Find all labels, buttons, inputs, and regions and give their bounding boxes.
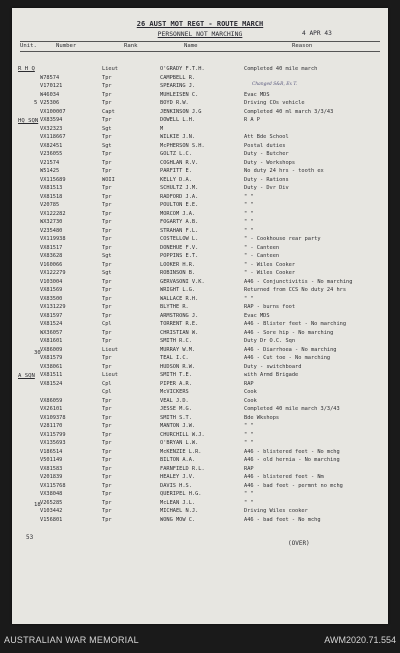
row-number: VX115689 [40,176,66,183]
row-number: VX81524 [40,321,63,327]
row-number: VX118667 [40,134,66,140]
row-rank: Tpr [102,219,112,225]
row-name: O'BRYAN L.W. [160,440,199,446]
row-rank: Tpr [102,151,112,157]
row-rank: Tpr [102,134,112,140]
row-number: VX81518 [40,193,63,200]
column-header-name: Name [184,43,198,49]
row-rank: Lieut [102,372,118,378]
row-name: McPHERSON S.H. [160,142,205,149]
row-reason: " - Cookhouse rear party [244,236,321,242]
row-name: TEAL I.C. [160,355,189,361]
row-rank: Lieut [102,66,118,72]
row-name: GOLTZ L.C. [160,151,192,157]
row-rank: Tpr [102,83,112,89]
row-reason: Evac MDS [244,312,270,319]
side-number: 30 [34,350,41,356]
row-rank: Tpr [102,159,112,166]
row-name: BLYTHE R. [160,304,189,310]
row-name: RADFORD J.A. [160,193,199,200]
row-reason: Duty - Rations [244,176,289,183]
row-rank: Tpr [102,312,112,319]
row-reason: Postal duties [244,142,286,149]
row-number: VX122279 [40,270,66,276]
row-rank: Cpl [102,321,112,327]
row-number: VX32323 [40,125,63,132]
row-reason: " " [244,219,254,225]
row-rank: Tpr [102,431,112,438]
row-name: HUDSON R.W. [160,363,196,370]
row-number: VX119938 [40,236,66,242]
row-name: ARMSTRONG J. [160,312,199,319]
row-rank: Tpr [102,236,112,242]
row-name: POULTON E.E. [160,202,199,208]
row-reason: A46 - blistered feet - Nm [244,474,324,480]
row-reason: " " [244,295,254,302]
row-number: WX36057 [40,329,63,336]
row-number: VX81597 [40,312,63,319]
row-number: V501149 [40,457,63,463]
row-reason: A46 - bad feet - No mchg [244,516,321,523]
row-number: WX32730 [40,219,63,225]
row-reason: Duty - Dvr Div [244,185,289,191]
row-number: V20785 [40,202,60,208]
row-reason: A46 - Cut toe - No marching [244,355,331,361]
row-reason: " " [244,440,254,446]
row-rank: Tpr [102,193,112,200]
row-rank: Tpr [102,457,112,463]
column-header-rank: Rank [124,43,138,49]
row-number: VX81511 [40,372,63,378]
document-subtitle: PERSONNEL NOT MARCHING [157,30,243,38]
row-name: BILTON A.A. [160,457,196,463]
row-name: GERVASONI V.K. [160,278,205,285]
row-reason: Driving Wiles cooker [244,508,308,514]
column-header-unit: Unit. [20,43,37,49]
row-name: SPEARING J. [160,83,196,89]
row-rank: Tpr [102,499,112,506]
row-name: O'GRADY F.T.H. [160,66,205,72]
row-reason: A46 - blistered feet - No mchg [244,448,340,455]
row-number: V236055 [40,151,63,157]
row-rank: Tpr [102,74,112,81]
row-rank: Tpr [102,338,112,344]
row-rank: Sgt [102,253,112,259]
handwritten-note: Changed S&R, Ex T. [252,82,298,87]
row-reason: " - Canteen [244,244,280,251]
row-number: VX135693 [40,440,66,446]
row-name: SMITH T.E. [160,372,192,378]
row-reason: RAP [244,465,254,472]
row-number: VX83594 [40,117,63,123]
row-reason: " " [244,491,254,497]
row-rank: Tpr [102,465,112,472]
section-label: HQ SQN [18,118,39,124]
row-name: WALLACE R.H. [160,295,199,302]
row-number: W78574 [40,74,60,81]
document-date: 4 APR 43 [302,30,332,37]
row-reason: A46 - bad feet - permnt no mchg [244,482,343,489]
row-number: VX81579 [40,355,63,361]
row-number: VX81513 [40,185,63,191]
row-name: CAMPBELL R. [160,74,196,81]
row-reason: Duty - Butcher [244,151,289,157]
row-name: CHRISTIAN W. [160,329,199,336]
row-name: PARFITT E. [160,168,192,174]
row-reason: with Armd Brigade [244,372,299,378]
row-number: VX100007 [40,108,66,115]
row-name: QUERIPEL H.G. [160,491,202,497]
row-rank: Tpr [102,516,112,523]
row-number: VX115768 [40,482,66,489]
row-rank: Capt [102,108,115,115]
row-number: VX109378 [40,414,66,421]
row-number: V186514 [40,448,63,455]
row-rank: Tpr [102,363,112,370]
row-rank: Tpr [102,91,112,98]
page-number: 53 [26,534,34,541]
row-number: VX81583 [40,465,63,472]
row-rank: Cpl [102,380,112,387]
row-number: VX86059 [40,397,63,404]
row-rank: Sgt [102,142,112,149]
row-rank: Tpr [102,210,112,217]
row-reason: R A P [244,117,260,123]
row-rank: Tpr [102,287,112,293]
header-bottom-rule [20,51,380,52]
row-name: McVICKERS [160,389,189,395]
row-name: POPPINS E.T. [160,253,199,259]
row-number: V103004 [40,278,63,285]
row-number: V201839 [40,474,63,480]
row-reason: " " [244,210,254,217]
row-rank: Tpr [102,304,112,310]
row-number: VX83628 [40,253,63,259]
row-number: VX81524 [40,380,63,387]
row-reason: Returned from CCS No duty 24 hrs [244,287,347,293]
section-label: A SQN [18,373,35,379]
row-number: VX115799 [40,431,66,438]
row-number: V21574 [40,159,60,166]
column-header-number: Number [56,43,77,49]
row-reason: " - Canteen [244,253,280,259]
document-title: 26 AUST MOT REGT - ROUTE MARCH [136,20,264,28]
row-rank: Tpr [102,100,112,106]
row-rank: Tpr [102,227,112,234]
row-name: MANTON J.W. [160,423,196,429]
row-name: SMITH R.C. [160,338,192,344]
row-rank: Tpr [102,244,112,251]
side-number: 18 [34,502,41,508]
row-rank: Sgt [102,125,112,132]
row-number: VX38048 [40,491,63,497]
row-name: STRAHAN F.L. [160,227,199,234]
row-reason: Duty - Workshops [244,159,296,166]
row-number: V103442 [40,508,63,514]
row-reason: No duty 24 hrs - tooth ex [244,168,324,174]
row-reason: Driving COs vehicle [244,100,305,106]
row-rank: Tpr [102,295,112,302]
row-rank: Tpr [102,508,112,514]
row-name: WILKIE J.N. [160,134,196,140]
row-rank: Tpr [102,406,112,412]
row-name: DONEHUE F.V. [160,244,199,251]
row-name: MURRAY W.M. [160,346,196,353]
row-rank: Tpr [102,482,112,489]
row-name: JENKINSON J.G [160,108,202,115]
row-reason: " - Wiles Cooker [244,270,296,276]
row-reason: Completed 40 mile march [244,66,318,72]
row-rank: WOII [102,176,115,183]
row-number: W51425 [40,168,60,174]
row-name: M [160,125,164,132]
row-number: VX26101 [40,406,63,412]
row-number: VX131229 [40,304,66,310]
row-reason: Cook [244,389,257,395]
row-rank: Tpr [102,168,112,174]
row-number: W46034 [40,91,60,98]
row-number: V160066 [40,261,63,268]
row-name: LOOKER H.R. [160,261,196,268]
row-reason: Duty Dr O.C. Sqn [244,338,296,344]
row-rank: Tpr [102,440,112,446]
footer-accession: AWM2020.71.554 [324,635,396,645]
row-reason: " " [244,423,254,429]
row-name: SCHULTZ J.M. [160,185,199,191]
row-name: VEAL J.D. [160,397,189,404]
row-reason: Evac MDS [244,91,270,98]
row-number: VX81517 [40,244,63,251]
row-reason: " " [244,431,254,438]
row-number: V170121 [40,83,63,89]
row-rank: Tpr [102,329,112,336]
footer-institution: AUSTRALIAN WAR MEMORIAL [4,635,139,645]
row-rank: Tpr [102,355,112,361]
row-reason: " " [244,227,254,234]
row-reason: " " [244,193,254,200]
side-number: 5 [34,100,38,106]
row-name: COGHLAN R.V. [160,159,199,166]
row-name: HEALEY J.V. [160,474,196,480]
row-number: VX122282 [40,210,66,217]
row-rank: Tpr [102,423,112,429]
row-reason: " " [244,499,254,506]
row-reason: A46 - Diarrhoea - No marching [244,346,337,353]
row-name: MUHLEISEN C. [160,91,199,98]
row-rank: Tpr [102,414,112,421]
row-rank: Tpr [102,202,112,208]
row-name: ROBINSON B. [160,270,196,276]
row-rank: Tpr [102,185,112,191]
row-rank: Tpr [102,491,112,497]
row-number: V281170 [40,423,63,429]
row-rank: Lieut [102,346,118,353]
row-number: VX81569 [40,287,63,293]
row-name: DAVIS H.S. [160,482,192,489]
row-name: SMITH S.T. [160,414,192,421]
row-rank: Tpr [102,278,112,285]
row-rank: Cpl [102,389,112,395]
row-number: V235480 [40,227,63,234]
row-name: BOYD R.W. [160,100,189,106]
row-name: FOGARTY A.B. [160,219,199,225]
row-rank: Tpr [102,474,112,480]
over-label: (OVER) [288,540,310,547]
row-rank: Tpr [102,448,112,455]
row-rank: Sgt [102,270,112,276]
row-name: PIPER A.R. [160,380,192,387]
row-reason: Att Bde School [244,134,289,140]
row-reason: A46 - Conjunctivitis - No marching [244,278,353,285]
row-name: MORCOM J.A. [160,210,196,217]
column-header-reason: Reason [292,43,313,49]
row-reason: RAP [244,380,254,387]
row-rank: Tpr [102,117,112,123]
row-reason: " " [244,202,254,208]
row-number: V156801 [40,516,63,523]
row-reason: Completed 40 mile march 3/3/43 [244,406,340,412]
row-number: V265285 [40,499,63,506]
row-name: DOWELL L.H. [160,117,196,123]
row-number: VX82451 [40,142,63,149]
row-name: McLEAN J.L. [160,499,196,506]
row-name: WONG MOW C. [160,516,196,523]
row-reason: Completed 40 ml march 3/3/43 [244,108,334,115]
row-reason: Bde Wkshops [244,414,280,421]
row-name: CHURCHILL W.J. [160,431,205,438]
row-number: V25306 [40,100,60,106]
row-reason: Duty - switchboard [244,363,302,370]
document-page [12,8,388,624]
row-name: TORRENT R.E. [160,321,199,327]
row-name: MICHAEL N.J. [160,508,199,514]
row-name: McKENZIE L.R. [160,448,202,455]
row-name: WRIGHT L.G. [160,287,196,293]
row-name: COSTELLOW L. [160,236,199,242]
row-reason: A46 - old hernia - No marching [244,457,340,463]
row-number: VX83500 [40,295,63,302]
row-reason: " - Wiles Cooker [244,261,296,268]
row-reason: A46 - Blister feet - No marching [244,321,347,327]
row-rank: Tpr [102,261,112,268]
header-top-rule [20,41,380,42]
row-name: KELLY D.A. [160,176,192,183]
row-rank: Tpr [102,397,112,404]
row-reason: RAP - burns foot [244,304,296,310]
row-name: FARNFIELD R.L. [160,465,205,472]
row-name: JESSE M.G. [160,406,192,412]
row-reason: A46 - Sore hip - No marching [244,329,334,336]
section-label: R H Q [18,66,35,72]
row-reason: Cook [244,397,257,404]
row-number: VX81601 [40,338,63,344]
row-number: VX86009 [40,346,63,353]
row-number: VX38061 [40,363,63,370]
